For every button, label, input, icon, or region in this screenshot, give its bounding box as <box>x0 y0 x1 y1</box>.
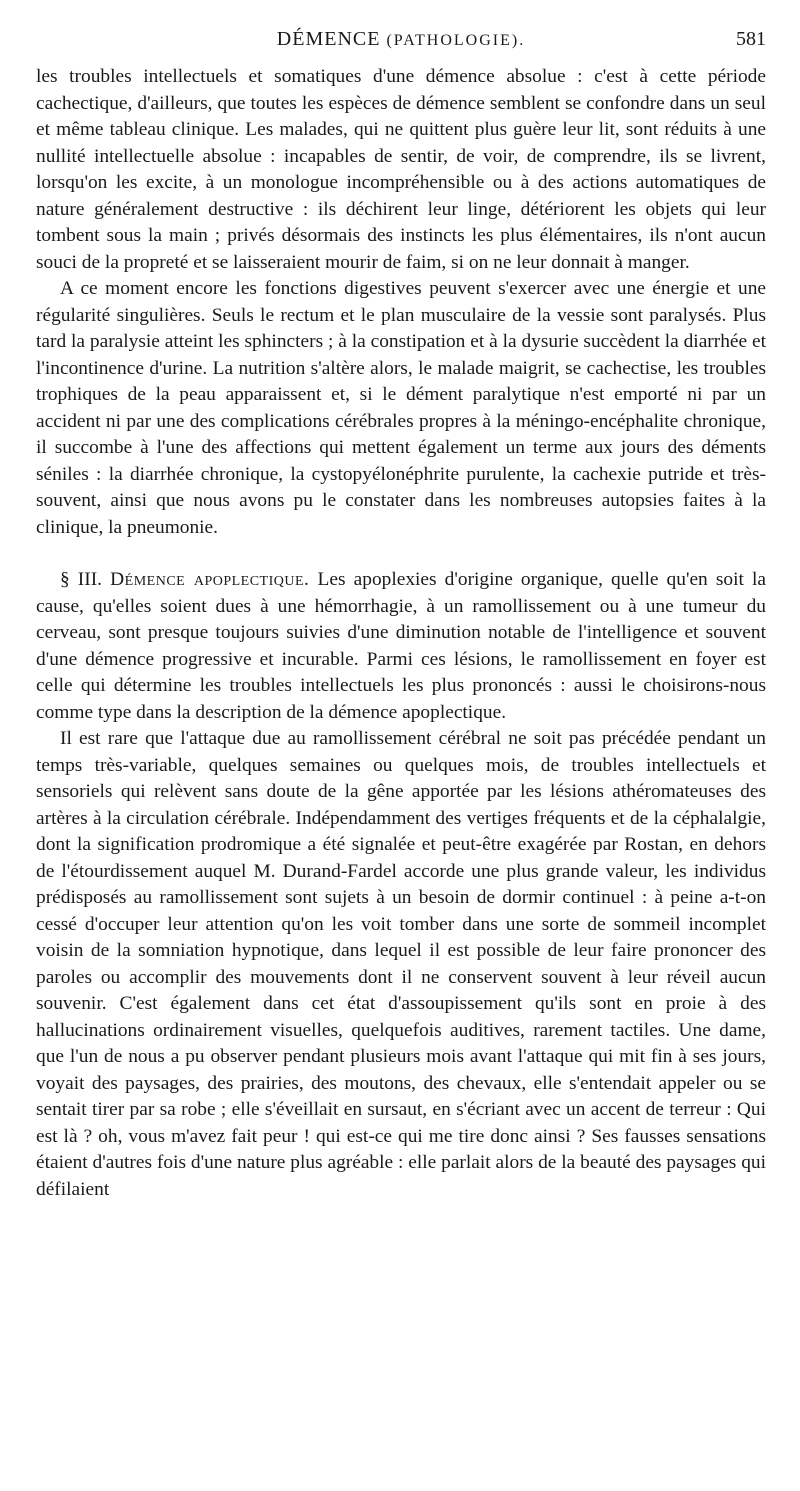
header-subtitle: (PATHOLOGIE). <box>386 32 526 49</box>
body-text <box>36 64 766 1203</box>
paragraph-4: Il est rare que l'attaque due au ramollissement cérébral ne soit pas précédée pendant un temps très-variable, quelques semaines ou quelques mois, de troubles intellectuels et sensoriels qui relèvent sans doute de la gêne apportée par les lésions athéromateuses des artères à la circulation cérébrale. Indépendamment des vertiges fréquents et de la céphalalgie, dont la signification prodromique a été signalée et peut-être exagérée par Rostan, en dehors de l'étourdissement auquel M. Durand-Fardel accorde une plus grande valeur, les individus prédisposés au ramollissement sont sujets à un besoin de dormir continuel : à peine a-t-on cessé d'occuper leur attention qu'on les voit tomber dans une sorte de sommeil incomplet voisin de la somniation hypnotique, dans lequel il est possible de leur faire prononcer des paroles ou accomplir des mouvements dont il ne conservent souvent à leur réveil aucun souvenir. C'est également dans cet état d'assoupissement qu'ils sont en proie à des hallucinations ordinairement visuelles, quelquefois auditives, rarement tactiles. Une dame, que l'un de nous a pu observer pendant plusieurs mois avant l'attaque qui mit fin à ses jours, voyait des paysages, des prairies, des moutons, des chevaux, elle s'entendait appeler ou se sentait tirer par sa robe ; elle s'éveillait en sursaut, en s'écriant avec un accent de terreur : Qui est là ? oh, vous m'avez fait peur ! qui est-ce qui me tire donc ainsi ? Ses fausses sensations étaient d'autres fois d'une nature plus agréable : elle parlait alors de la beauté des paysages qui défilaient <box>36 728 766 1200</box>
running-header <box>36 28 766 58</box>
section-gap <box>36 541 766 567</box>
running-title <box>36 28 766 51</box>
header-title: DÉMENCE <box>276 28 381 50</box>
paragraph-2: A ce moment encore les fonctions digestives peuvent s'exercer avec une énergie et une régularité singulières. Seuls le rectum et le plan musculaire de la vessie sont paralysés. Plus tard la paralysie atteint les sphincters ; à la constipation et à la dysurie succèdent la diarrhée et l'incontinence d'urine. La nutrition s'altère alors, le malade maigrit, se cachectise, les troubles trophiques de la peau apparaissent et, si le dément paralytique n'est emporté ni par un accident ni par une des complications cérébrales propres à la méningo-encéphalite chronique, il succombe à l'une des affections qui mettent également un terme aux jours des déments séniles : la diarrhée chronique, la cystopyélonéphrite purulente, la cachexie putride et très-souvent, ainsi que nous avons pu le constater dans les nombreuses autopsies faites à la clinique, la pneumonie. <box>36 278 766 538</box>
paragraph-1: les troubles intellectuels et somatiques d'une démence absolue : c'est à cette période cachectique, d'ailleurs, que toutes les espèces de démence semblent se confondre dans un seul et même tableau clinique. Les malades, qui ne quittent plus guère leur lit, sont réduits à une nullité intellectuelle absolue : incapables de sentir, de voir, de comprendre, ils se livrent, lorsqu'on les excite, à un monologue incompréhensible ou à des actions automatiques de nature généralement destructive : ils déchirent leur linge, détériorent les objets qui leur tombent sous la main ; privés désormais des instincts les plus élémentaires, ils n'ont aucun souci de la propreté et se laisseraient mourir de faim, si on ne leur donnait à manger. <box>36 66 766 273</box>
section-title: Démence apoplectique. <box>110 569 310 590</box>
paragraph-3 <box>36 567 766 726</box>
paragraph-3-text: Les apoplexies d'origine organique, quelle qu'en soit la cause, qu'elles soient dues à une hémorrhagie, à un ramollissement ou à une tumeur du cerveau, sont presque toujours suivies d'une diminution notable de l'intelligence et souvent d'une démence progressive et incurable. Parmi ces lésions, le ramollissement en foyer est celle qui détermine les troubles intellectuels les plus prononcés : aussi le choisirons-nous comme type dans la description de la démence apoplectique. <box>36 569 766 723</box>
section-label: § III. <box>60 569 103 590</box>
page-number: 581 <box>736 28 766 50</box>
